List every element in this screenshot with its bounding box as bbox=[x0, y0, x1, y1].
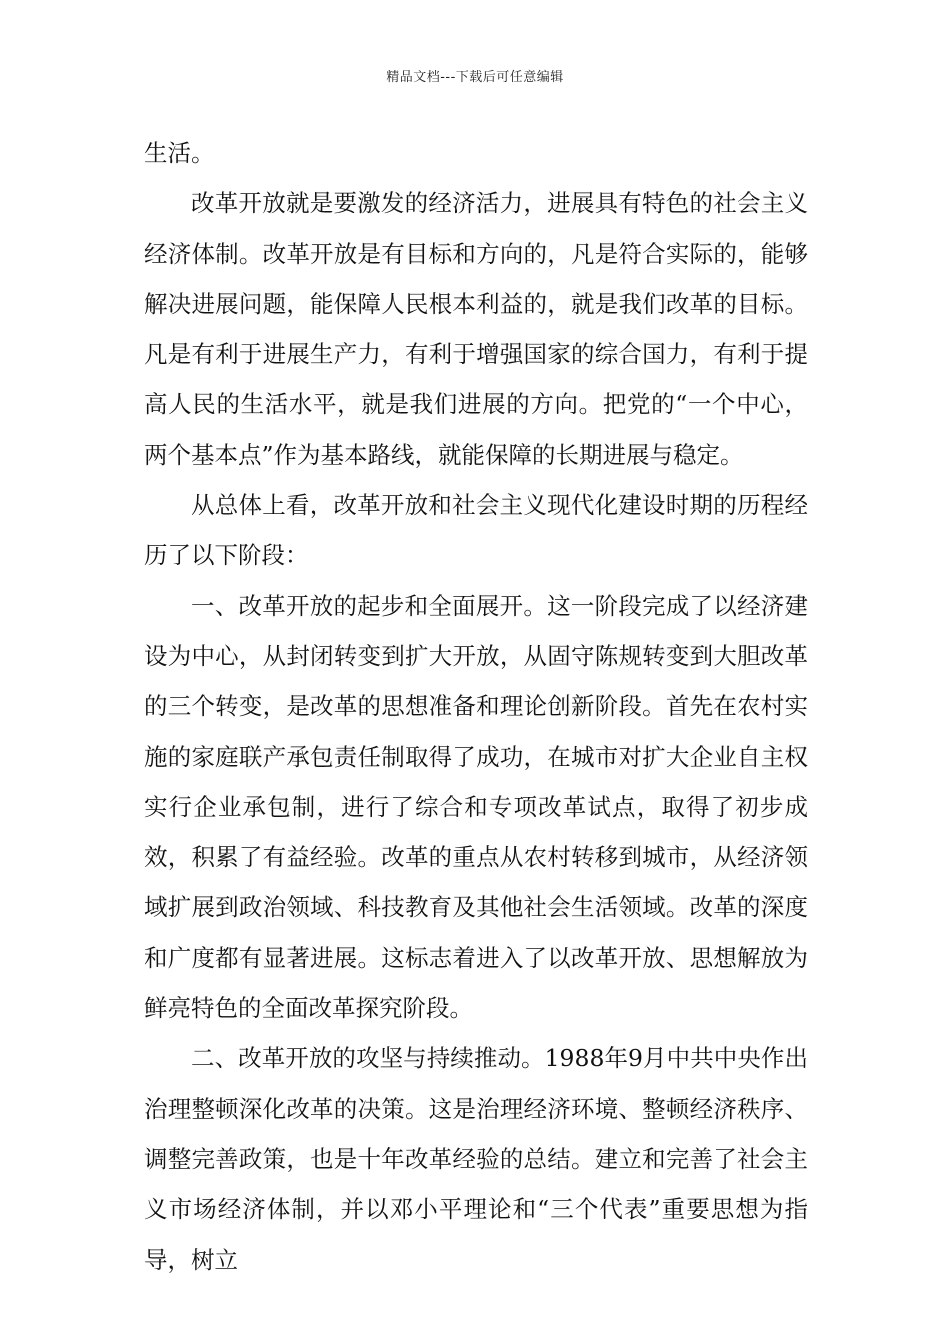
paragraph-stages-intro: 从总体上看，改革开放和社会主义现代化建设时期的历程经历了以下阶段： bbox=[144, 491, 808, 570]
paragraph-stage-two: 二、改革开放的攻坚与持续推动。1988年9月中共中央作出治理整顿深化改革的决策。这是治理经济环境、整顿经济秩序、调整完善政策，也是十年改革经验的总结。建立和完善了社会主义市场经济体制，并以邓小平理论和“三个代表”重要思想为指导，树立 bbox=[144, 1044, 808, 1274]
document-body bbox=[144, 128, 808, 1285]
paragraph-reform-goals: 改革开放就是要激发的经济活力，进展具有特色的社会主义经济体制。改革开放是有目标和方向的，凡是符合实际的，能够解决进展问题，能保障人民根本利益的，就是我们改革的目标。凡是有利于进展生产力，有利于增强国家的综合国力，有利于提高人民的生活水平，就是我们进展的方向。把党的“一个中心，两个基本点”作为基本路线，就能保障的长期进展与稳定。 bbox=[144, 189, 808, 469]
paragraph-continuation: 生活。 bbox=[144, 139, 215, 167]
page-header: 精品文档---下载后可任意编辑 bbox=[386, 70, 564, 85]
paragraph-stage-one: 一、改革开放的起步和全面展开。这一阶段完成了以经济建设为中心，从封闭转变到扩大开放，从固守陈规转变到大胆改革的三个转变，是改革的思想准备和理论创新阶段。首先在农村实施的家庭联产承包责任制取得了成功，在城市对扩大企业自主权实行企业承包制，进行了综合和专项改革试点，取得了初步成效，积累了有益经验。改革的重点从农村转移到城市，从经济领域扩展到政治领域、科技教育及其他社会生活领域。改革的深度和广度都有显著进展。这标志着进入了以改革开放、思想解放为鲜亮特色的全面改革探究阶段。 bbox=[144, 591, 808, 1023]
